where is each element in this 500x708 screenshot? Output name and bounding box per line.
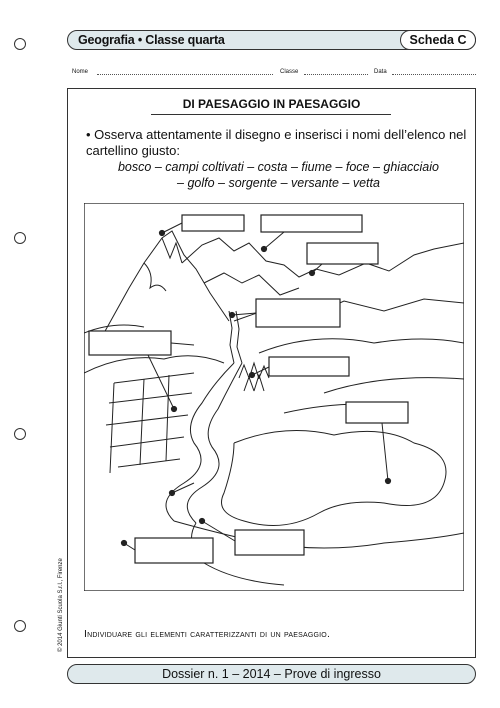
instruction-text: • Osserva attentamente il disegno e inserisci i nomi dell’elenco nel cartellino giusto: — [86, 127, 467, 158]
landscape-drawing — [84, 203, 464, 591]
data-field[interactable] — [392, 74, 476, 75]
exercise-title: DI PAESAGGIO IN PAESAGGIO — [182, 97, 361, 111]
classe-field[interactable] — [304, 74, 368, 75]
subject-label: Geografia • Classe quarta — [78, 33, 225, 47]
objective-text: Individuare gli elementi caratterizzanti di un paesaggio. — [84, 628, 331, 640]
label-box-6[interactable] — [269, 357, 349, 376]
footer-bar: Dossier n. 1 – 2014 – Prove di ingresso — [67, 664, 476, 684]
binder-hole — [14, 428, 26, 440]
classe-label: Classe — [280, 69, 299, 75]
label-box-7[interactable] — [346, 402, 408, 423]
header-bar — [67, 30, 476, 50]
label-box-8[interactable] — [235, 530, 304, 555]
binder-hole — [14, 620, 26, 632]
title-underline — [151, 114, 391, 115]
label-box-4[interactable] — [256, 299, 340, 327]
landscape-svg — [84, 203, 464, 591]
label-box-2[interactable] — [261, 215, 362, 232]
label-box-5[interactable] — [89, 331, 171, 355]
word-list — [86, 159, 471, 191]
nome-field[interactable] — [97, 74, 273, 75]
word-list-line1: bosco – campi coltivati – costa – fiume – foce – ghiacciaio — [117, 160, 439, 174]
nome-label: Nome — [72, 69, 89, 75]
label-box-1[interactable] — [182, 215, 244, 231]
label-box-3[interactable] — [307, 243, 378, 264]
copyright-text: © 2014 Giunti Scuola S.r.l., Firenze — [58, 558, 64, 652]
binder-hole — [14, 232, 26, 244]
data-label: Data — [374, 69, 387, 75]
word-list-line2: – golfo – sorgente – versante – vetta — [177, 176, 380, 190]
label-box-9[interactable] — [135, 538, 213, 563]
binder-hole — [14, 38, 26, 50]
scheda-label: Scheda C — [400, 30, 476, 50]
